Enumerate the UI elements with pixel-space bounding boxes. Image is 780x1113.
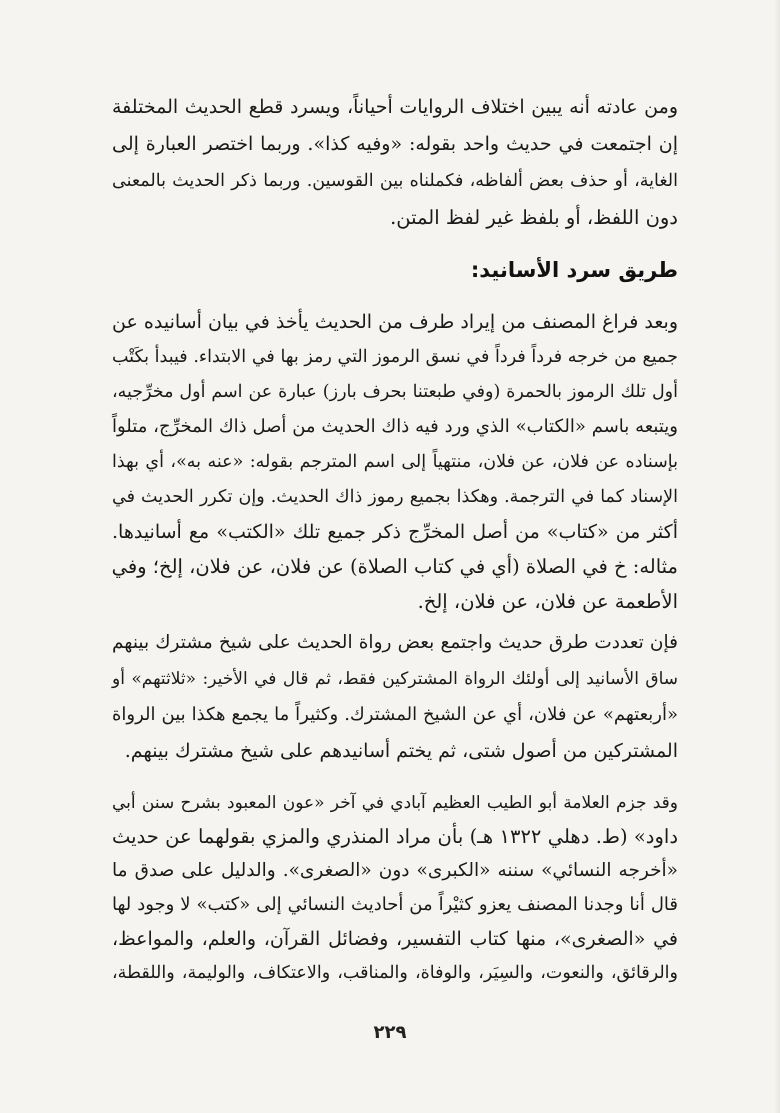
text-line: مثاله: خ في الصلاة (أي في كتاب الصلاة) عن فلان، عن فلان، إلخ؛ وفي <box>111 555 678 578</box>
text-line: قال أنا وجدنا المصنف يعزو كثيْراً من أحاديث النسائي إلى «كتب» لا وجود لها <box>112 894 678 915</box>
page-edge <box>774 0 780 1113</box>
text-line: ساق الأسانيد إلى أولئك الرواة المشتركين فقط، ثم قال في الأخير: «ثلاثتهم» أو <box>112 669 678 689</box>
text-line: ويتبعه باسم «الكتاب» الذي ورد فيه ذاك الحديث من أصل ذاك المخرِّج، متلواً <box>112 416 678 437</box>
text-line: دون اللفظ، أو بلفظ غير لفظ المتن. <box>390 206 678 229</box>
text-line: فإن تعددت طرق حديث واجتمع بعض رواة الحديث على شيخ مشترك بينهم <box>112 632 678 653</box>
paragraph-isnad-order <box>112 307 678 617</box>
text-line: جميع من خرجه فرداً فرداً في نسق الرموز التي رمز بها في الابتداء. فيبدأ بكَتْب <box>112 347 678 367</box>
text-line: وبعد فراغ المصنف من إيراد طرف من الحديث يأخذ في بيان أسانيده عن <box>112 311 678 333</box>
text-line: الإسناد كما في الترجمة. وهكذا بجميع رموز ذاك الحديث. وإن تكرر الحديث في <box>112 487 678 507</box>
text-line: والرقائق، والنعوت، والسِيَر، والوفاة، والمناقب، والاعتكاف، والوليمة، واللقطة، <box>112 963 678 983</box>
text-line: أول تلك الرموز بالحمرة (وفي طبعتنا بحرف بارز) عبارة عن اسم أول مخرِّجيه، <box>112 382 678 402</box>
text-line: الغاية، أو حذف بعض ألفاظه، فكملناه بين القوسين. وربما ذكر الحديث بالمعنى <box>112 171 678 191</box>
page-number: ٢٢٩ <box>373 1022 407 1043</box>
paragraph-shared-shaykh <box>112 628 678 766</box>
text-line: الأطعمة عن فلان، عن فلان، إلخ. <box>417 590 678 613</box>
text-line: أكثر من «كتاب» من أصل المخرِّج ذكر جميع تلك «الكتب» مع أسانيدها. <box>112 521 678 543</box>
text-line: المشتركين من أصول شتى، ثم يختم أسانيدهم على شيخ مشترك بينهم. <box>124 740 678 762</box>
text-line: بإسناده عن فلان، عن فلان، منتهياً إلى اسم المترجم بقوله: «عنه به»، أي بهذا <box>112 452 678 472</box>
paragraph-narration-method <box>112 92 678 233</box>
text-line: «أربعتهم» عن فلان، أي عن الشيخ المشترك. وكثيراً ما يجمع هكذا بين الرواة <box>112 704 678 725</box>
text-line: «أخرجه النسائي» سننه «الكبرى» دون «الصغرى». والدليل على صدق ما <box>112 860 678 881</box>
text-line: إن اجتمعت في حديث واحد بقوله: «وفيه كذا». وربما اختصر العبارة إلى <box>112 133 678 155</box>
section-heading: طريق سرد الأسانيد: <box>470 258 678 282</box>
paragraph-nasai-sunan <box>112 788 678 988</box>
text-line: في «الصغرى»، منها كتاب التفسير، وفضائل القرآن، والعلم، والمواعظ، <box>112 928 678 950</box>
text-line: وقد جزم العلامة أبو الطيب العظيم آبادي في آخر «عون المعبود بشرح سنن أبي <box>112 793 678 813</box>
text-line: داود» (ط. دهلي ١٣٢٢ هـ) بأن مراد المنذري والمزي بقولهما عن حديث <box>112 825 679 848</box>
text-line: ومن عادته أنه يبين اختلاف الروايات أحياناً، ويسرد قطع الحديث المختلفة <box>112 96 678 118</box>
